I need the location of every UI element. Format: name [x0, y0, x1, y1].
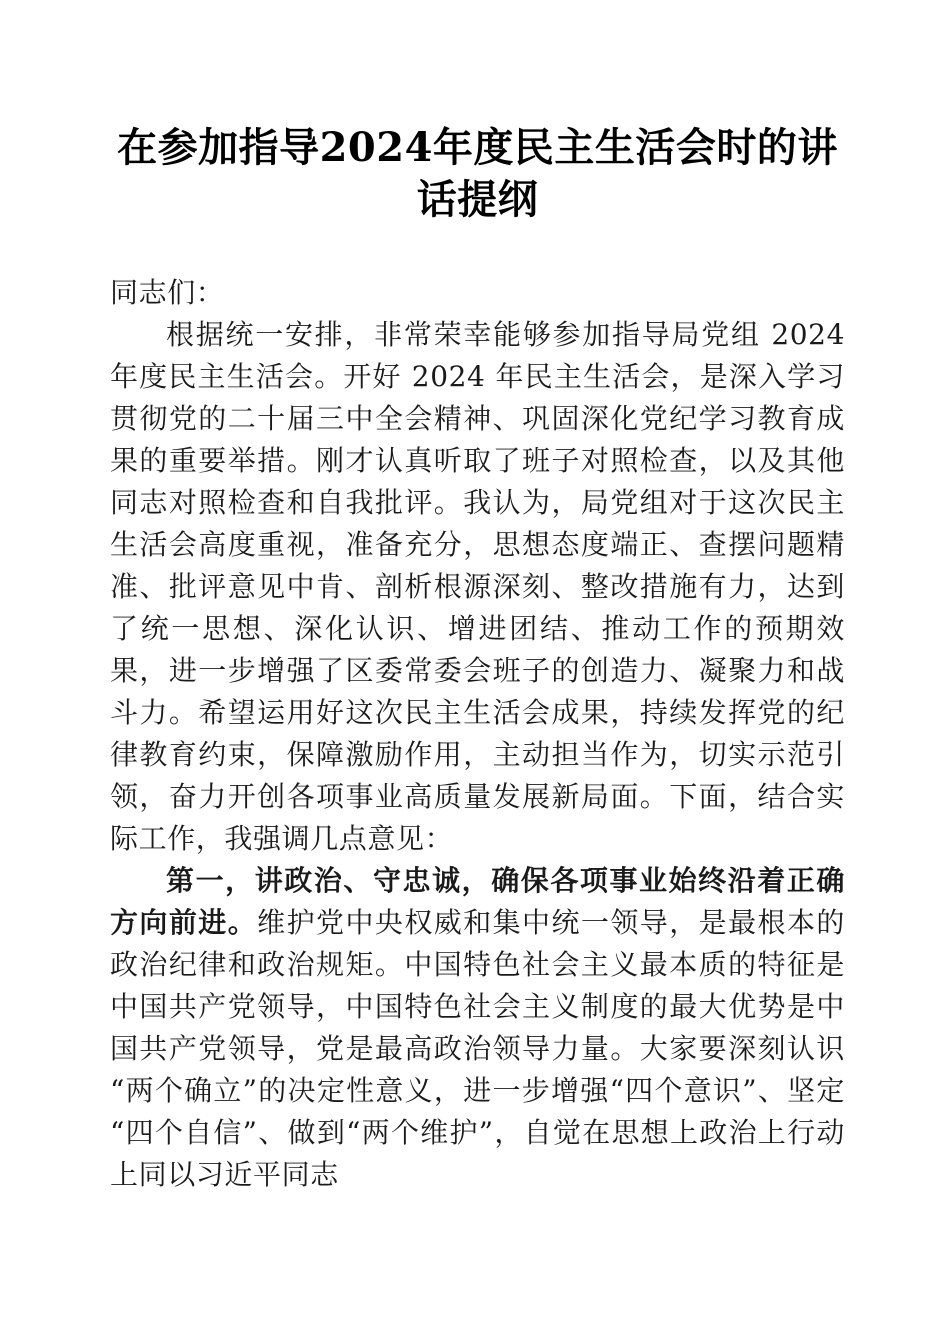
paragraph-section-one [110, 860, 845, 1196]
paragraph-intro: 根据统一安排，非常荣幸能够参加指导局党组 2024 年度民主生活会。开好 2024 年民主生活会，是深入学习贯彻党的二十届三中全会精神、巩固深化党纪学习教育成果的重要举措。刚才认真听取了班子对照检查，以及其他同志对照检查和自我批评。我认为，局党组对于这次民主生活会高度重视，准备充分，思想态度端正、查摆问题精准、批评意见中肯、剖析根源深刻、整改措施有力，达到了统一思想、深化认识、增进团结、推动工作的预期效果，进一步增强了区委常委会班子的创造力、凝聚力和战斗力。希望运用好这次民主生活会成果，持续发挥党的纪律教育约束，保障激励作用，主动担当作为，切实示范引领，奋力开创各项事业高质量发展新局面。下面，结合实际工作，我强调几点意见： [110, 318, 845, 855]
section-one-text: 维护党中央权威和集中统一领导，是最根本的政治纪律和政治规矩。中国特色社会主义最本质的特征是中国共产党领导，中国特色社会主义制度的最大优势是中国共产党领导，党是最高政治领导力量。大家要深刻认识“两个确立”的决定性意义，进一步增强“四个意识”、坚定“四个自信”、做到“两个维护”，自觉在思想上政治上行动上同以习近平同志 [110, 906, 845, 1191]
document-content [110, 0, 845, 1196]
document-body [110, 272, 845, 1196]
section-one-lead-in: 第一，讲政治、守忠诚，确保各项事业始终沿着正确方向前进。 [110, 864, 845, 939]
page-title: 在参加指导2024年度民主生活会时的讲话提纲 [117, 124, 838, 223]
salutation: 同志们： [110, 276, 225, 309]
